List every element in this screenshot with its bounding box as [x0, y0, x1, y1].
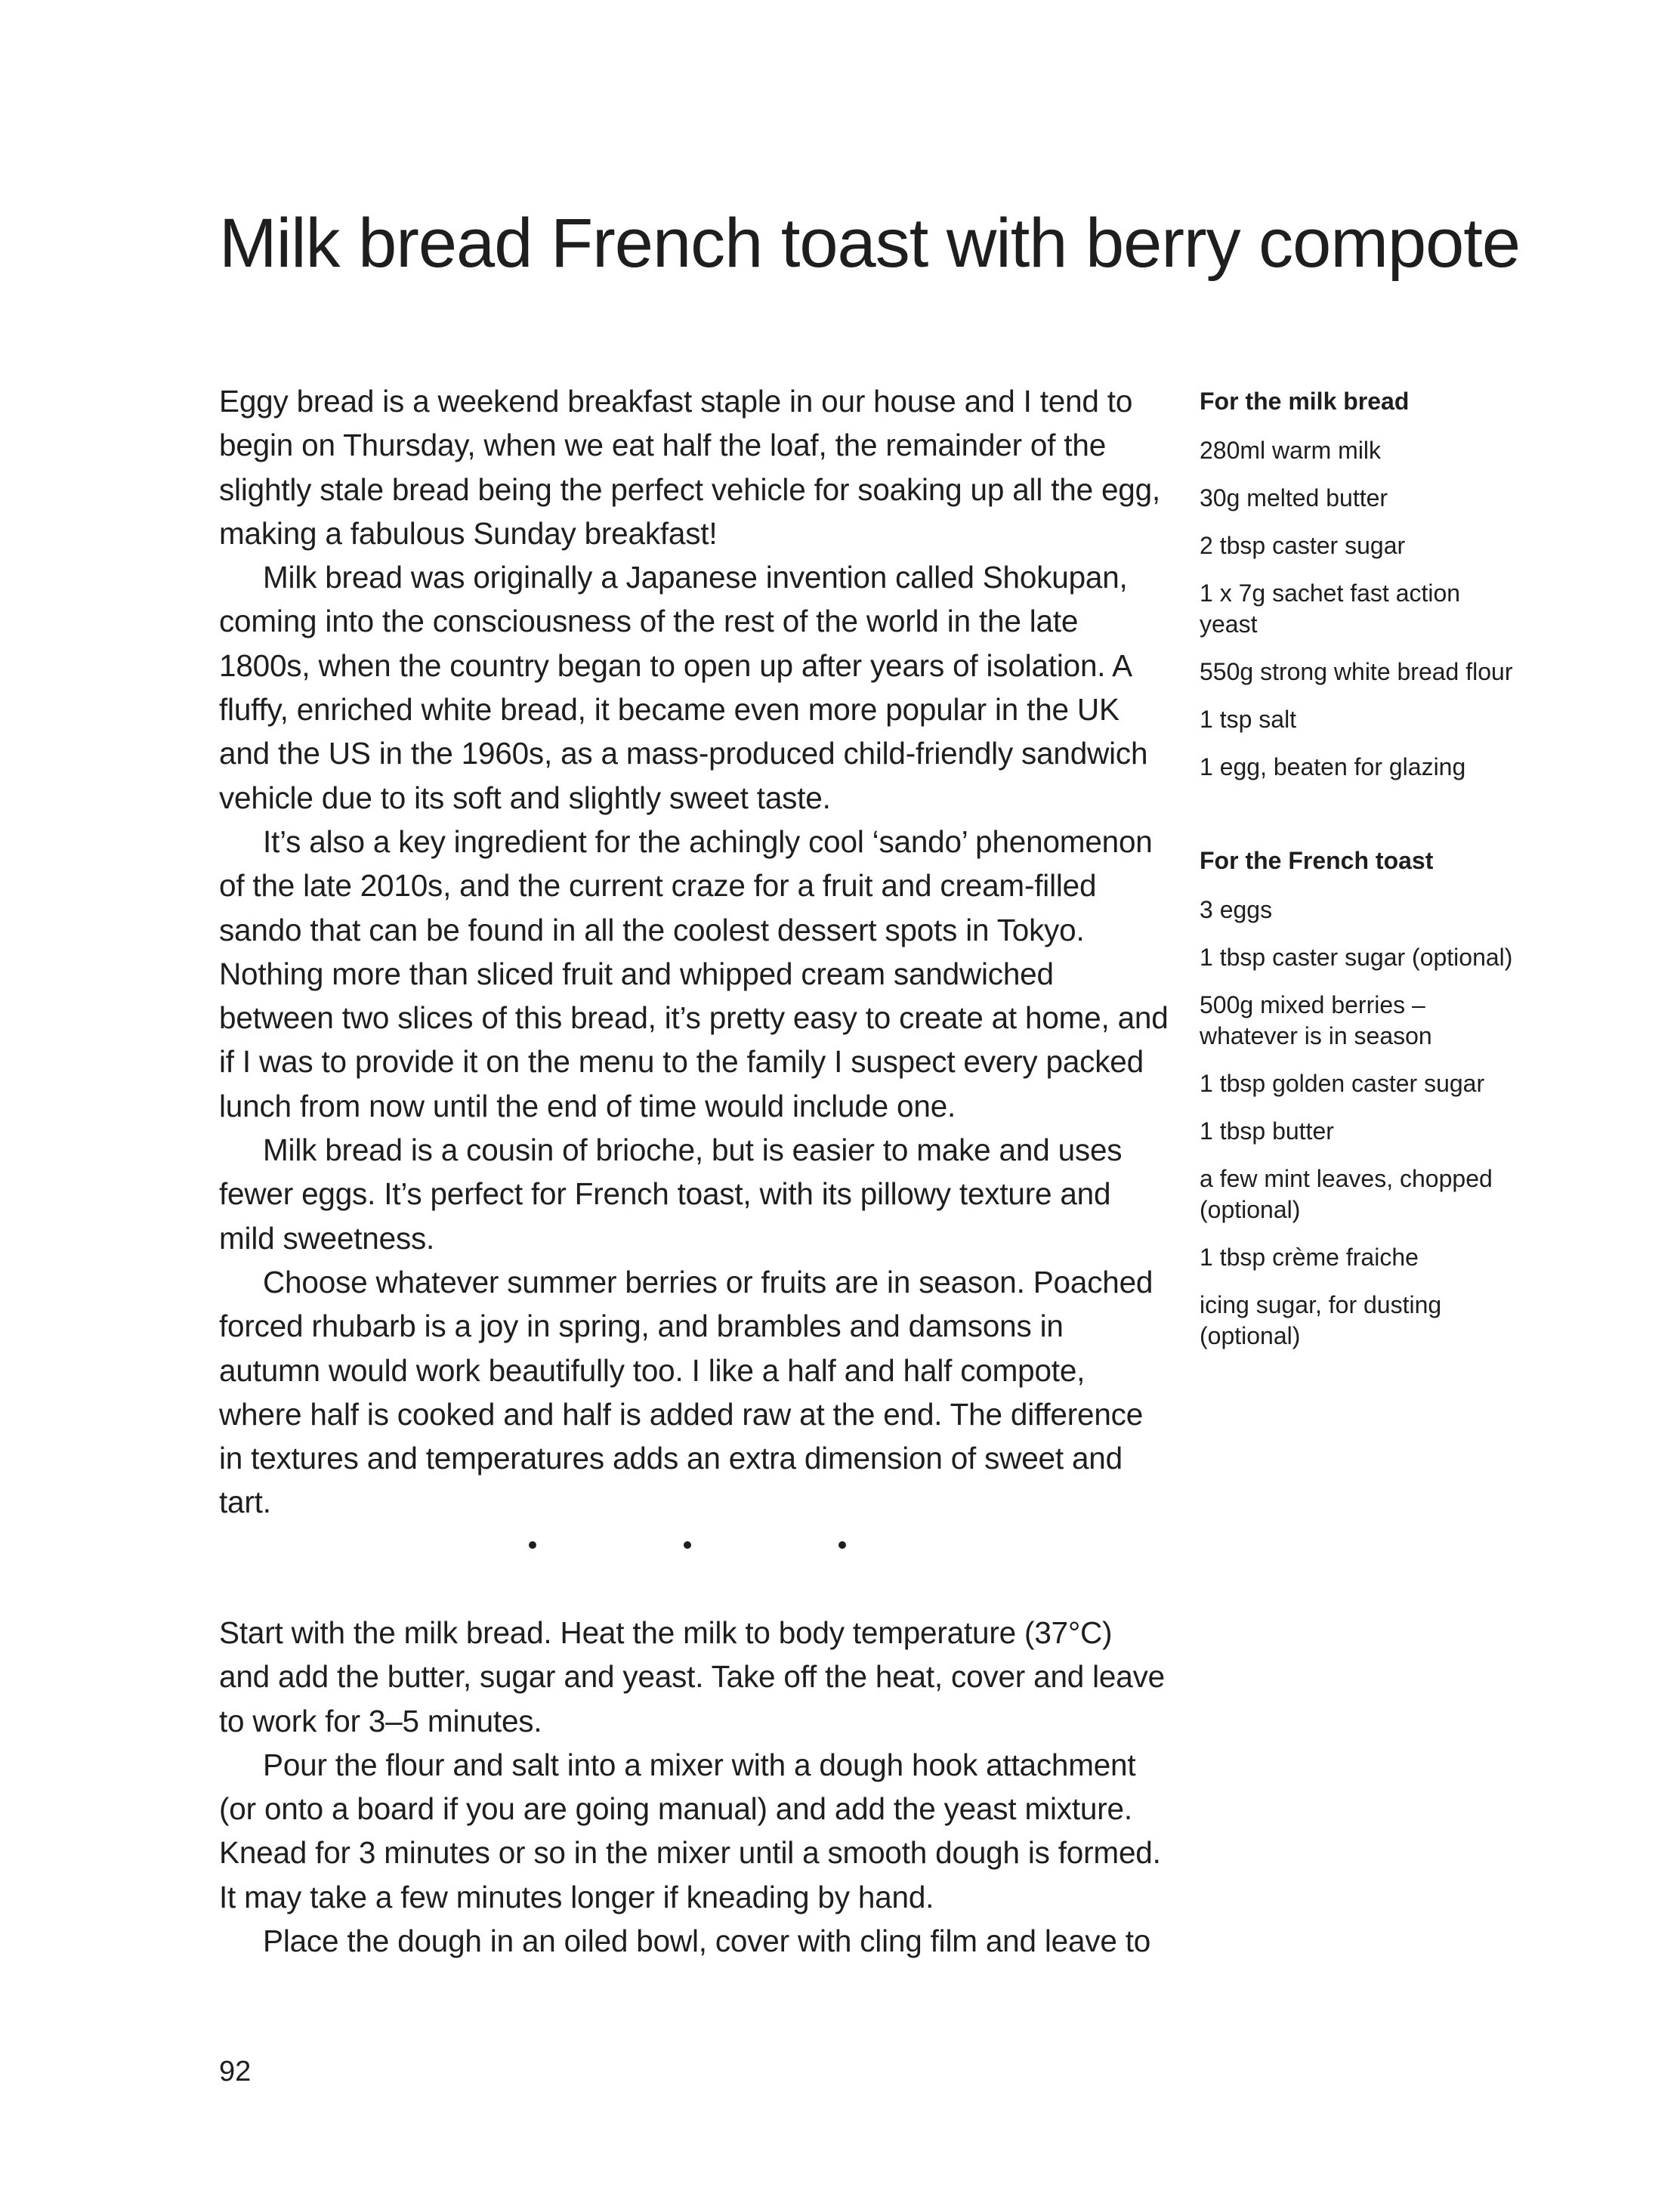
method-paragraph: Place the dough in an oiled bowl, cover with cling film and leave to — [263, 1924, 1151, 1959]
intro-text — [219, 379, 1171, 1525]
separator-dot — [529, 1541, 536, 1549]
ingredient-item: 1 tbsp caster sugar (optional) — [1200, 944, 1513, 971]
section-separator — [529, 1541, 846, 1553]
ingredient-item: 2 tbsp caster sugar — [1200, 532, 1406, 559]
ingredient-item: 1 tbsp butter — [1200, 1117, 1334, 1145]
ingredients-sidebar — [1200, 385, 1517, 1414]
ingredients-french-toast — [1200, 845, 1517, 1352]
ingredient-item: 500g mixed berries – whatever is in season — [1200, 991, 1432, 1049]
separator-dot — [684, 1541, 691, 1549]
method-text — [219, 1611, 1171, 1963]
method-paragraph: Pour the flour and salt into a mixer with a dough hook attachment (or onto a board if you are going manual) and add the yeast mixture. Knead for 3 minutes or so in the mixer until a smooth dough is formed. It may take a few minutes longer if kneading by hand. — [219, 1747, 1161, 1914]
intro-paragraph: Choose whatever summer berries or fruits are in season. Poached forced rhubarb is a joy in spring, and brambles and damsons in autumn would work beautifully too. I like a half and half compote, where half is cooked and half is added raw at the end. The difference in textures and temperatures adds an extra dimension of sweet and tart. — [219, 1264, 1153, 1520]
ingredient-item: 1 tbsp crème fraiche — [1200, 1244, 1419, 1271]
ingredient-item: icing sugar, for dusting (optional) — [1200, 1291, 1442, 1349]
ingredient-list — [1200, 895, 1517, 1352]
intro-paragraph: Eggy bread is a weekend breakfast staple in our house and I tend to begin on Thursday, when we eat half the loaf, the remainder of the slightly stale bread being the perfect vehicle for soaking up all the egg, making a fabulous Sunday breakfast! — [219, 384, 1160, 551]
ingredients-heading: For the French toast — [1200, 847, 1434, 874]
ingredient-item: 1 egg, beaten for glazing — [1200, 753, 1466, 780]
ingredient-item: 280ml warm milk — [1200, 437, 1382, 464]
intro-paragraph: Milk bread is a cousin of brioche, but is easier to make and uses fewer eggs. It’s perfect for French toast, with its pillowy texture and mild sweetness. — [219, 1133, 1123, 1256]
ingredient-item: 1 tsp salt — [1200, 706, 1297, 733]
recipe-title: Milk bread French toast with berry compote — [219, 205, 1521, 282]
ingredient-item: a few mint leaves, chopped (optional) — [1200, 1165, 1493, 1223]
ingredients-milk-bread — [1200, 385, 1517, 783]
ingredient-list — [1200, 435, 1517, 783]
intro-paragraph: Milk bread was originally a Japanese invention called Shokupan, coming into the consciousness of the rest of the world in the late 1800s, when the country began to open up after years of isolation. A fluffy, enriched white bread, it became even more popular in the UK and the US in the 1960s, as a mass-produced child-friendly sandwich vehicle due to its soft and slightly sweet taste. — [219, 560, 1148, 815]
page-number: 92 — [219, 2056, 252, 2087]
separator-dot — [838, 1541, 846, 1549]
ingredient-item: 1 tbsp golden caster sugar — [1200, 1070, 1485, 1097]
ingredient-item: 3 eggs — [1200, 896, 1273, 923]
intro-paragraph: It’s also a key ingredient for the achingly cool ‘sando’ phenomenon of the late 2010s, and the current craze for a fruit and cream-filled sando that can be found in all the coolest dessert spots in Tokyo. Nothing more than sliced fruit and whipped cream sandwiched between two slices of this bread, it’s pretty easy to create at home, and if I was to provide it on the menu to the family I suspect every packed lunch from now until the end of time would include one. — [219, 824, 1169, 1123]
ingredient-item: 30g melted butter — [1200, 484, 1388, 511]
method-paragraph: Start with the milk bread. Heat the milk to body temperature (37°C) and add the butter, sugar and yeast. Take off the heat, cover and leave to work for 3–5 minutes. — [219, 1615, 1165, 1738]
ingredient-item: 550g strong white bread flour — [1200, 658, 1513, 685]
ingredient-item: 1 x 7g sachet fast action yeast — [1200, 579, 1461, 638]
ingredients-heading: For the milk bread — [1200, 388, 1410, 415]
